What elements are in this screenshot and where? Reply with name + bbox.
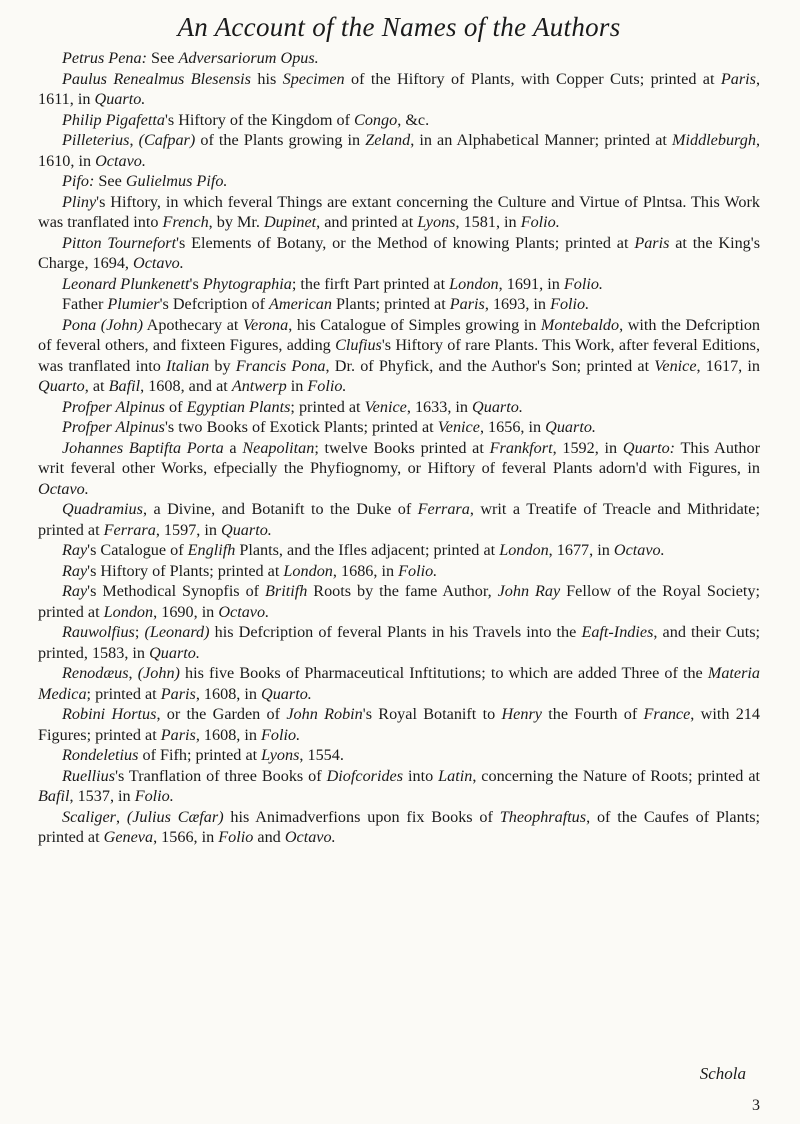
italic-segment: Verona [242, 315, 289, 334]
bibliography-entry [38, 294, 760, 315]
italic-segment: Montebaldo [540, 315, 620, 334]
italic-segment: Venice [364, 397, 407, 416]
italic-segment: (John) [100, 315, 143, 334]
text-segment: This Author writ feveral other Works, efpecially the Phyfiognomy, or Hiftory of feveral Plants adorn'd with Figures, in [38, 438, 761, 477]
italic-segment: Profper Alpinus [62, 418, 165, 436]
italic-segment: Octavo. [95, 151, 146, 170]
italic-segment: Ferrara [103, 520, 156, 539]
italic-segment: London [449, 274, 499, 293]
text-segment: Father [62, 295, 108, 313]
italic-segment: Pona [62, 315, 97, 334]
bibliography-entry [38, 315, 760, 397]
italic-segment: Adversariorum Opus. [178, 49, 319, 67]
italic-segment: Leonard Plunkenett [62, 274, 190, 293]
text-segment: , 1633, in [406, 397, 473, 416]
bibliography-entry [38, 48, 760, 69]
text-segment: 's Methodical Synopfis of [87, 582, 266, 600]
text-segment: 's Tranflation of three Books of [115, 766, 327, 785]
text-segment: 's Hiftory of Plants; printed at [87, 561, 284, 580]
italic-segment: Latin [438, 766, 473, 785]
italic-segment: Quarto. [94, 90, 146, 108]
italic-segment: Pilleterius [62, 131, 130, 149]
italic-segment: Zeland [365, 131, 411, 149]
italic-segment: Antwerp [231, 377, 287, 395]
text-segment: , 1581, in [455, 213, 521, 231]
italic-segment: Petrus Pena: [62, 49, 152, 67]
italic-segment: Octavo. [133, 254, 184, 272]
text-segment: , a Divine, and Botanift to the Duke of [142, 500, 418, 518]
text-segment: , 1537, in [69, 787, 135, 805]
italic-segment: (Julius Cæfar) [126, 807, 224, 826]
italic-segment: Johannes Baptifta Porta [62, 438, 224, 457]
text-segment: , 1677, in [548, 541, 614, 559]
italic-segment: Specimen [282, 69, 345, 88]
italic-segment: Egyptian Plants [186, 397, 291, 416]
bibliography-entry [38, 540, 760, 561]
italic-segment: (Cafpar) [138, 131, 196, 149]
italic-segment: Paris [634, 233, 670, 252]
bibliography-entry [38, 438, 760, 500]
italic-segment: Paris [449, 295, 485, 313]
bibliography-entry [38, 397, 760, 418]
bibliography-entry [38, 274, 760, 295]
text-segment: 's Hiftory, in which feveral Things are extant concerning the Culture and Virtue of Plntsa. This Work was tranflated into [38, 192, 760, 231]
text-segment: the Fourth of [541, 705, 644, 723]
italic-segment: Folio. [520, 213, 560, 231]
bibliography-entry [38, 233, 760, 274]
text-segment: , 1693, in [484, 295, 551, 313]
italic-segment: French [162, 213, 209, 231]
italic-segment: Quarto. [261, 684, 312, 703]
bibliography-entry [38, 622, 760, 663]
italic-segment: Materia Medica [38, 664, 761, 703]
italic-segment: Ray [62, 541, 88, 559]
text-segment: , writ a Treatife of Treacle and Mithridate; printed at [38, 500, 760, 539]
italic-segment: Robini Hortus [62, 705, 157, 723]
text-segment: , at [84, 377, 109, 395]
bibliography-entry [38, 110, 760, 131]
bibliography-entry [38, 192, 760, 233]
bibliography-entry [38, 766, 760, 807]
italic-segment: Quarto: [622, 438, 676, 457]
italic-segment: Neapolitan [242, 438, 315, 457]
italic-segment: Lyons [417, 213, 456, 231]
text-segment: of the Hiftory of Plants, with Copper Cuts; printed at [344, 69, 721, 88]
text-segment: and [253, 828, 285, 846]
text-segment: ; [134, 623, 145, 641]
text-segment: ; the firft Part printed at [291, 274, 450, 293]
italic-segment: Plumier [107, 295, 160, 313]
bibliography-entry [38, 69, 760, 110]
text-segment: , 1608, in [195, 684, 262, 703]
text-segment: , concerning the Nature of Roots; printed at [472, 766, 760, 785]
italic-segment: John Robin [286, 705, 363, 723]
text-segment: ; twelve Books printed at [314, 438, 490, 457]
italic-segment: Paris [160, 725, 196, 744]
italic-segment: Folio. [307, 377, 347, 395]
text-segment: 's Hiftory of rare Plants. This Work, after feveral Editions, was tranflated into [38, 336, 760, 375]
text-segment: , 1597, in [155, 520, 222, 539]
italic-segment: Quadramius [62, 500, 143, 518]
italic-segment: American [269, 295, 332, 313]
entry-list [38, 48, 760, 848]
text-segment: , 1608, in [195, 725, 262, 744]
text-segment: at the King's Charge, 1694, [38, 233, 760, 272]
text-segment: , 1690, in [153, 602, 219, 621]
text-segment: , 1656, in [479, 418, 546, 436]
italic-segment: Venice [437, 418, 480, 436]
italic-segment: Folio. [398, 561, 438, 580]
italic-segment: London [103, 602, 154, 621]
text-segment: , by Mr. [208, 213, 264, 231]
italic-segment: Scaliger [62, 807, 116, 826]
text-segment: Plants; printed at [331, 295, 450, 313]
text-segment: , 1554. [299, 746, 344, 764]
italic-segment: Quarto [38, 377, 85, 395]
italic-segment: Middleburgh [672, 131, 756, 149]
italic-segment: Ferrara [417, 500, 470, 518]
text-segment: , 1608, and at [140, 377, 232, 395]
text-segment: , and printed at [316, 213, 418, 231]
italic-segment: Renodæus [62, 664, 129, 682]
bibliography-entry [38, 561, 760, 582]
text-segment: , [129, 131, 139, 149]
text-segment: 's two Books of Exotick Plants; printed at [164, 418, 438, 436]
text-segment: , 1617, in [696, 356, 761, 375]
italic-segment: Quarto. [545, 418, 596, 436]
italic-segment: Francis Pona [235, 356, 326, 375]
italic-segment: Octavo. [613, 541, 665, 559]
text-segment: , with the Defcription of feveral others, and fixteen Figures, adding [38, 315, 761, 354]
text-segment: , 1686, in [332, 561, 399, 580]
italic-segment: Quarto. [221, 520, 272, 539]
italic-segment: Folio. [134, 787, 174, 805]
italic-segment: Phytographia [202, 274, 292, 293]
text-segment: , his Catalogue of Simples growing in [288, 315, 541, 334]
text-segment: Roots by the fame Author, [307, 582, 498, 600]
italic-segment: Pliny [62, 192, 97, 211]
text-segment: 's [189, 274, 203, 293]
italic-segment: Henry [501, 705, 542, 723]
text-segment: his [250, 69, 283, 88]
italic-segment: Diofcorides [326, 766, 404, 785]
italic-segment: Folio. [550, 295, 590, 313]
text-segment: , of the Caufes of Plants; printed at [38, 807, 760, 846]
text-segment: in [286, 377, 308, 395]
text-segment: Fellow of the Royal Society; printed at [38, 582, 760, 621]
text-segment: , 1592, in [552, 438, 623, 457]
italic-segment: London [499, 541, 549, 559]
italic-segment: Congo [354, 110, 398, 129]
italic-segment: (Leonard) [144, 623, 210, 641]
text-segment: his Defcription of feveral Plants in his Travels into the [209, 623, 582, 641]
bibliography-entry [38, 171, 760, 192]
italic-segment: Rondeletius [62, 746, 139, 764]
italic-segment: Britifh [265, 582, 308, 600]
italic-segment: Ray [62, 561, 88, 580]
italic-segment: France [643, 705, 691, 723]
italic-segment: Philip Pigafetta [62, 110, 165, 129]
italic-segment: Octavo. [38, 479, 89, 498]
text-segment: See [151, 49, 179, 67]
text-segment: by [209, 356, 236, 375]
running-head: An Account of the Names of the Authors [177, 12, 621, 42]
italic-segment: Folio [218, 828, 254, 846]
text-segment: , 1691, in [498, 274, 564, 293]
text-segment: , and their Cuts; printed, 1583, in [38, 623, 760, 662]
text-segment: his Animadverfions upon fix Books of [223, 807, 500, 826]
bibliography-entry [38, 745, 760, 766]
italic-segment: (John) [137, 664, 180, 682]
italic-segment: London [283, 561, 333, 580]
text-segment: , with 214 Figures; printed at [38, 705, 760, 744]
text-segment: 's Elements of Botany, or the Method of knowing Plants; printed at [176, 233, 635, 252]
text-segment: 's Catalogue of [87, 541, 188, 559]
italic-segment: Profper Alpinus [62, 397, 165, 416]
italic-segment: Theophraftus [499, 807, 587, 826]
italic-segment: Octavo. [218, 602, 270, 621]
italic-segment: Venice [654, 356, 697, 375]
bibliography-entry [38, 130, 760, 171]
text-segment: , [128, 664, 138, 682]
bibliography-entry [38, 704, 760, 745]
italic-segment: Folio. [563, 274, 603, 293]
italic-segment: Paulus Renealmus Blesensis [62, 69, 251, 88]
text-segment: of Fifh; printed at [138, 746, 262, 764]
text-segment: of [164, 397, 187, 416]
text-segment: a [223, 438, 243, 457]
text-segment: , [115, 807, 127, 826]
italic-segment: Italian [166, 356, 210, 375]
italic-segment: Eaft-Indies [581, 623, 654, 641]
italic-segment: Gulielmus Pifo. [125, 172, 228, 190]
text-segment: into [403, 766, 439, 785]
text-segment: , 1611, in [38, 69, 760, 108]
italic-segment: Pitton Tournefort [62, 233, 177, 252]
italic-segment: Paris [160, 684, 196, 703]
italic-segment: Quarto. [472, 397, 523, 416]
italic-segment: Lyons [261, 746, 300, 764]
italic-segment: Englifh [187, 541, 236, 559]
italic-segment: Octavo. [284, 828, 336, 846]
page-number: 3 [752, 1097, 760, 1114]
text-segment: , in an Alphabetical Manner; printed at [410, 131, 673, 149]
catchword: Schola [699, 1064, 746, 1083]
text-segment: See [94, 172, 126, 190]
italic-segment: Ruellius [62, 766, 116, 785]
text-segment: ; printed at [290, 397, 365, 416]
italic-segment: Bafil [38, 787, 70, 805]
text-segment: , &c. [397, 110, 430, 129]
bibliography-entry [38, 581, 760, 622]
italic-segment: Ray [62, 582, 88, 600]
text-segment: , or the Garden of [156, 705, 287, 723]
text-segment: Apothecary at [142, 315, 243, 334]
italic-segment: Clufius [335, 336, 382, 354]
text-segment: Plants, and the Ifles adjacent; printed at [235, 541, 500, 559]
italic-segment: Pifo: [62, 172, 95, 190]
italic-segment: Dupinet [263, 213, 317, 231]
italic-segment: Rauwolfius [62, 623, 135, 641]
bibliography-entry [38, 499, 760, 540]
text-segment: ; printed at [86, 684, 161, 703]
text-segment: , 1610, in [38, 131, 760, 170]
italic-segment: Folio. [261, 725, 301, 744]
text-segment: of the Plants growing in [195, 131, 366, 149]
text-segment: 's Royal Botanift to [362, 705, 502, 723]
text-segment: , Dr. of Phyfick, and the Author's Son; printed at [325, 356, 655, 375]
bibliography-entry [38, 807, 760, 848]
italic-segment: Paris [720, 69, 756, 88]
italic-segment: Frankfort [489, 438, 553, 457]
text-segment: 's Hiftory of the Kingdom of [164, 110, 355, 129]
italic-segment: Geneva [103, 828, 154, 846]
bibliography-entry [38, 417, 760, 438]
text-segment: his five Books of Pharmaceutical Inftitutions; to which are added Three of the [179, 664, 708, 682]
italic-segment: John Ray [497, 582, 561, 600]
italic-segment: Quarto. [149, 643, 200, 662]
text-segment: , 1566, in [153, 828, 219, 846]
italic-segment: Bafil [108, 377, 141, 395]
bibliography-entry [38, 663, 760, 704]
text-segment: 's Defcription of [159, 295, 270, 313]
